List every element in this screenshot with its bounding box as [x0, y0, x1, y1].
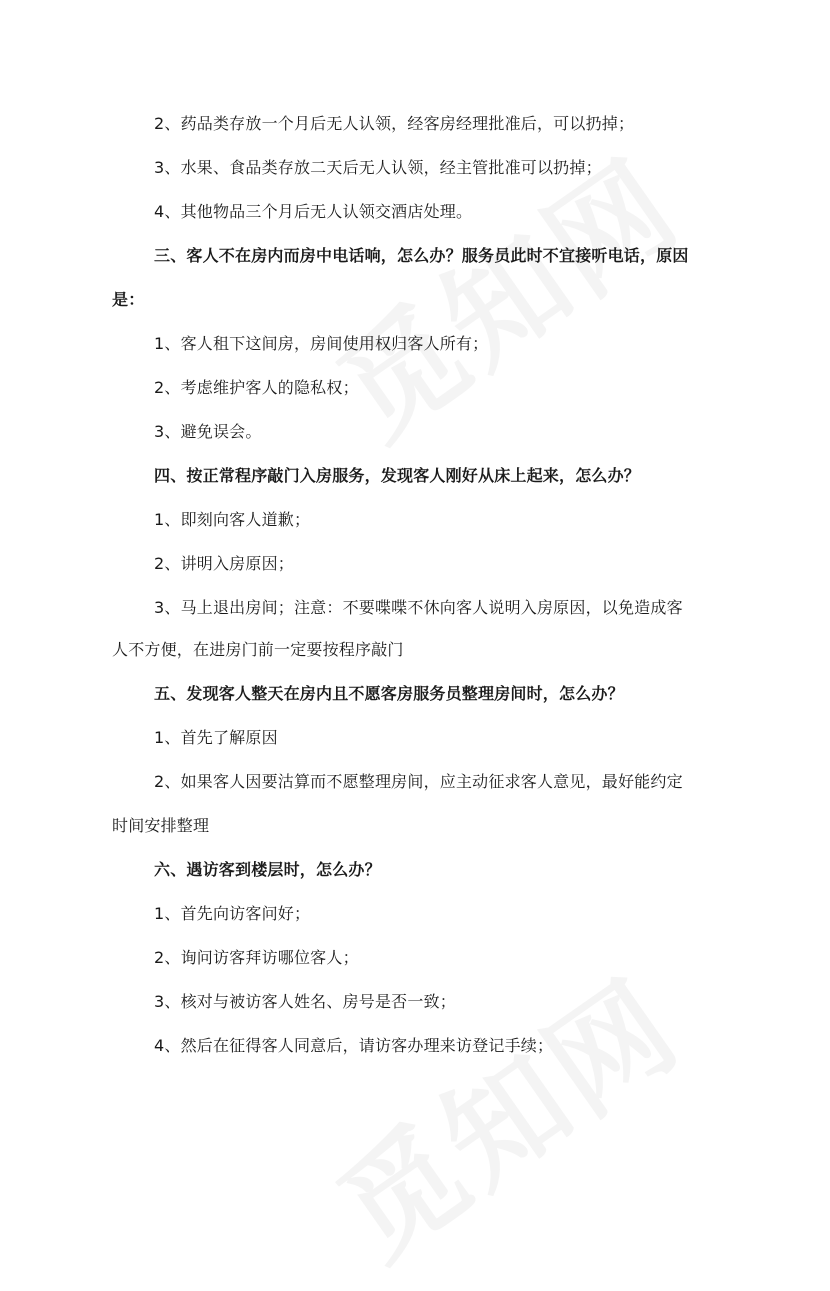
list-item: 1、即刻向客人道歉；: [154, 510, 311, 529]
list-item: 人不方便，在进房门前一定要按程序敲门: [112, 640, 404, 659]
section-heading: 五、发现客人整天在房内且不愿客房服务员整理房间时，怎么办？: [154, 684, 624, 703]
list-item: 3、避免误会。: [154, 422, 262, 441]
list-item: 时间安排整理: [112, 816, 210, 835]
list-item: 2、询问访客拜访哪位客人；: [154, 948, 359, 967]
list-item: 3、马上退出房间；注意：不要喋喋不休向客人说明入房原因，以免造成客: [154, 598, 683, 617]
list-item: 2、如果客人因要沽算而不愿整理房间，应主动征求客人意见，最好能约定: [154, 772, 683, 791]
list-item: 1、首先了解原因: [154, 728, 278, 747]
list-item: 1、客人租下这间房，房间使用权归客人所有；: [154, 334, 489, 353]
section-heading: 六、遇访客到楼层时，怎么办？: [154, 860, 381, 879]
section-heading: 是：: [112, 290, 145, 309]
list-item: 2、药品类存放一个月后无人认领，经客房经理批准后，可以扔掉；: [154, 114, 635, 133]
list-item: 2、考虑维护客人的隐私权；: [154, 378, 359, 397]
list-item: 1、首先向访客问好；: [154, 904, 311, 923]
list-item: 2、讲明入房原因；: [154, 554, 294, 573]
list-item: 4、其他物品三个月后无人认领交酒店处理。: [154, 202, 473, 221]
list-item: 3、水果、食品类存放二天后无人认领，经主管批准可以扔掉；: [154, 158, 602, 177]
watermark: [300, 933, 708, 1291]
list-item: 4、然后在征得客人同意后，请访客办理来访登记手续；: [154, 1036, 554, 1055]
section-heading: 三、客人不在房内而房中电话响，怎么办？服务员此时不宜接听电话，原因: [154, 246, 689, 265]
section-heading: 四、按正常程序敲门入房服务，发现客人刚好从床上起来，怎么办？: [154, 466, 641, 485]
list-item: 3、核对与被访客人姓名、房号是否一致；: [154, 992, 456, 1011]
